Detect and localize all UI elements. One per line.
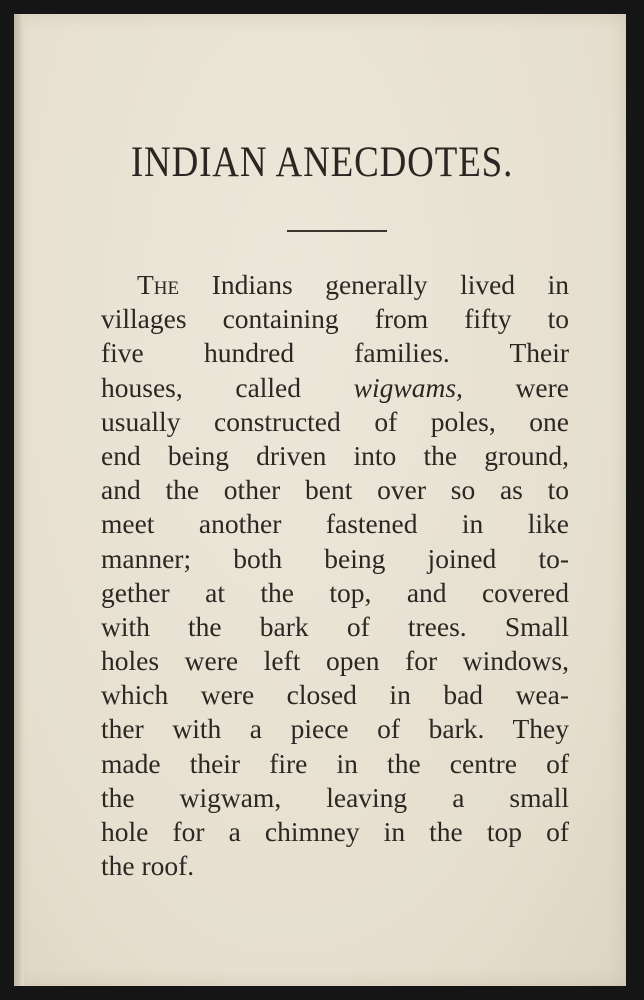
text-line: ther with a piece of bark. They [101,713,569,745]
text-line: holes were left open for windows, [101,645,569,677]
text-line: five hundred families. Their [101,337,569,369]
body-paragraph [101,268,569,883]
italic-word: wigwams, [353,371,463,403]
text-line: end being driven into the ground, [101,439,569,471]
title-divider [287,230,387,232]
text-line: which were closed in bad wea- [101,679,569,711]
text-line: meet another fastened in like [101,508,569,540]
text-line: the roof. [101,850,195,882]
text-line: manner; both being joined to- [101,542,569,574]
text-line: villages containing from fifty to [101,303,569,335]
text-line: made their fire in the centre of [101,747,569,779]
text-line: gether at the top, and covered [101,576,569,608]
page-title: INDIAN ANECDOTES. [130,139,514,186]
text-line: houses, called wigwams, were [101,371,569,403]
text-line: hole for a chimney in the top of [101,816,569,847]
text-line: The Indians generally lived in [137,269,569,300]
text-line: and the other bent over so as to [101,474,569,506]
book-gutter [14,14,24,986]
text-line: usually constructed of poles, one [101,405,569,437]
text-line: the wigwam, leaving a small [101,781,569,813]
small-caps-word: The [137,269,180,300]
text-line: with the bark of trees. Small [101,610,569,642]
